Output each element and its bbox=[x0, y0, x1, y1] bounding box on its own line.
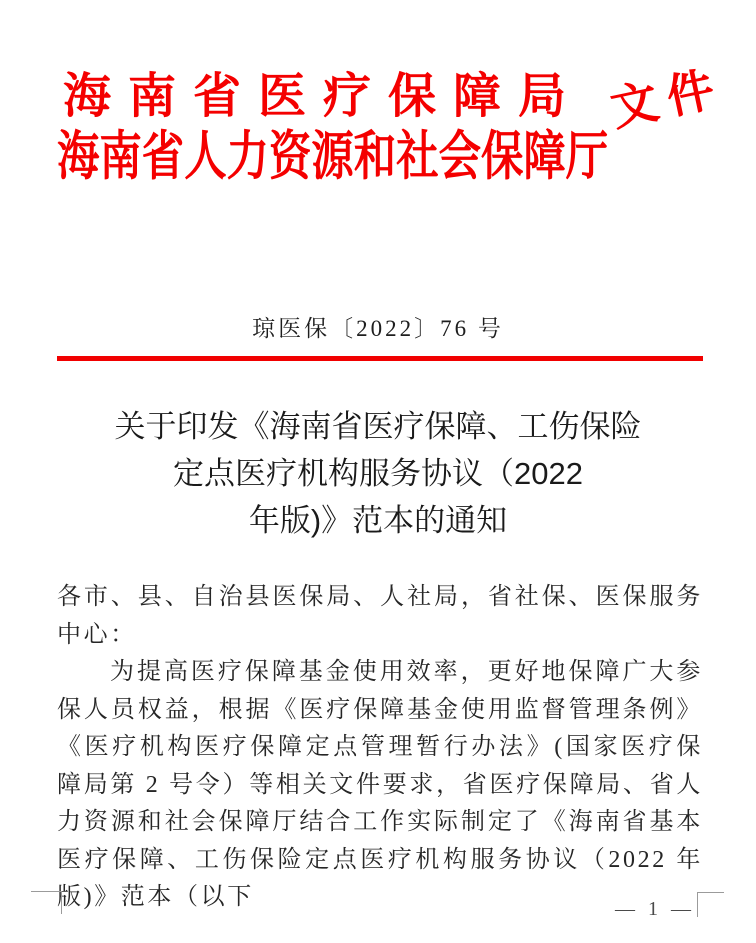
title-line-2: 定点医疗机构服务协议（2022 bbox=[173, 456, 583, 491]
red-separator-line bbox=[57, 356, 703, 361]
document-title bbox=[0, 403, 756, 544]
page-number: — 1 — bbox=[615, 898, 695, 920]
body-paragraph: 为提高医疗保障基金使用效率，更好地保障广大参保人员权益，根据《医疗保障基金使用监督管理条例》《医疗机构医疗保障定点管理暂行办法》(国家医疗保障局第 2 号令）等相关文件要求，省医疗保障局、省人力资源和社会保障厅结合工作实际制定了《海南省基本医疗保障、工伤保险定点医疗机构服务协议（2022 年版)》范本（以下 bbox=[57, 659, 703, 910]
addressee-paragraph: 各市、县、自治县医保局、人社局，省社保、医保服务中心： bbox=[57, 584, 703, 648]
title-line-1: 关于印发《海南省医疗保障、工伤保险 bbox=[114, 409, 642, 444]
corner-mark-bottom-right bbox=[697, 892, 724, 917]
title-line-3: 年版)》范本的通知 bbox=[248, 503, 508, 538]
header-doc-type-label: 文件 bbox=[606, 62, 729, 137]
doc-number: 琼医保〔2022〕76 号 bbox=[252, 316, 504, 341]
header-agency-line1: 海南省医疗保障局 bbox=[63, 70, 584, 123]
document-body bbox=[57, 579, 703, 917]
header-agency-line2: 海南省人力资源和社会保障厅 bbox=[57, 128, 609, 186]
